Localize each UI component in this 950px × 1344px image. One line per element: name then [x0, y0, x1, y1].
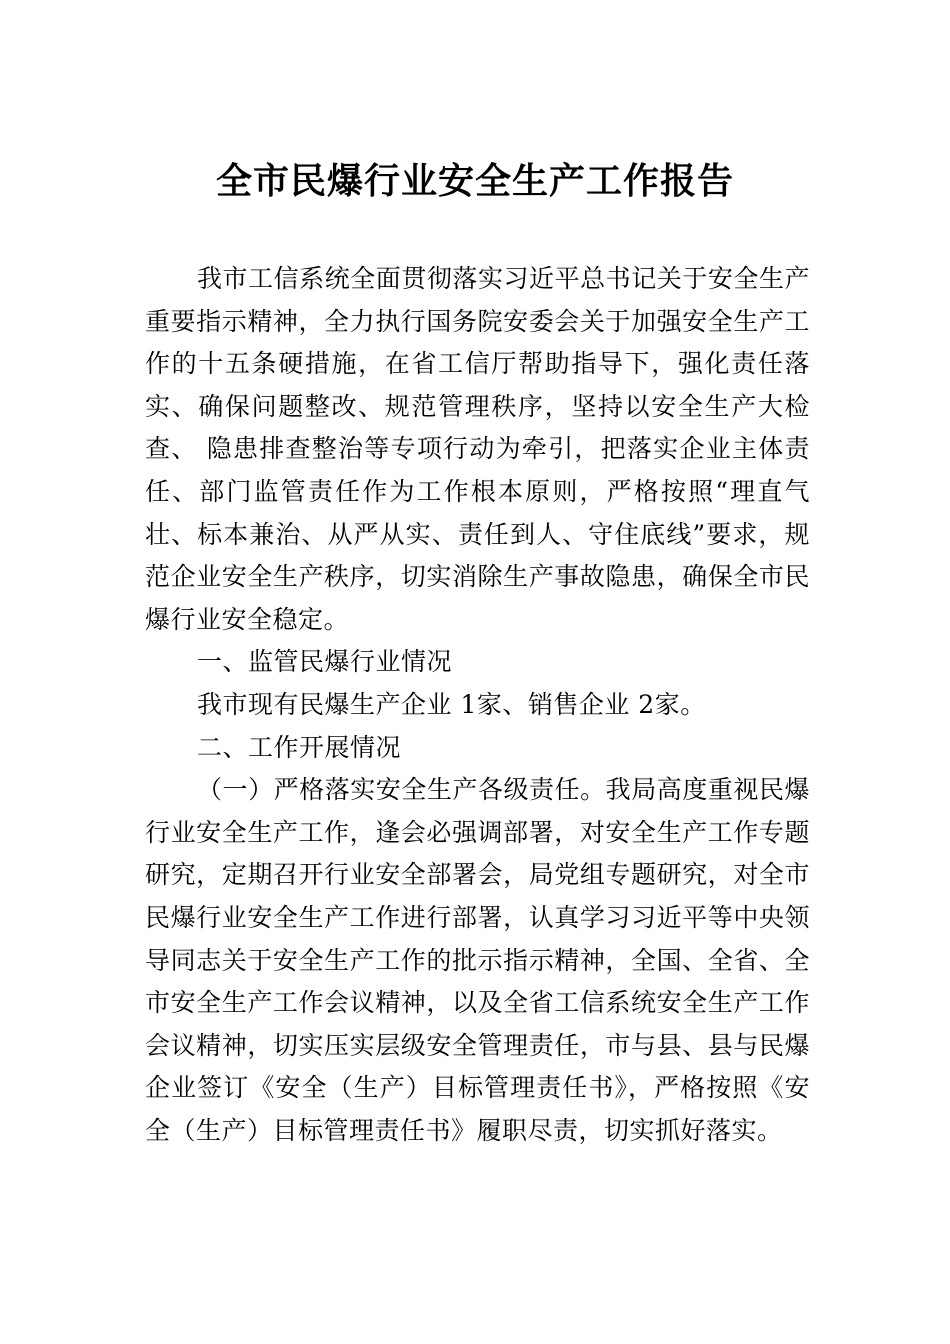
- document-title: 全市民爆行业安全生产工作报告: [215, 160, 734, 202]
- section-heading-2: 二、工作开展情况: [197, 732, 402, 762]
- document-body: [145, 258, 810, 1152]
- section-2-paragraph: （一）严格落实安全生产各级责任。我局高度重视民爆行业安全生产工作，逢会必强调部署，对安全生产工作专题研究，定期召开行业安全部署会，局党组专题研究，对全市民爆行业安全生产工作进行部署，认真学习习近平等中央领导同志关于安全生产工作的批示指示精神，全国、全省、全市安全生产工作会议精神，以及全省工信系统安全生产工作会议精神，切实压实层级安全管理责任，市与县、县与民爆企业签订《安全（生产）目标管理责任书》，严格按照《安全（生产）目标管理责任书》履职尽责，切实抓好落实。: [145, 775, 810, 1145]
- section-1-paragraph: 我市现有民爆生产企业 1家、销售企业 2家。: [197, 689, 706, 719]
- intro-paragraph: 我市工信系统全面贯彻落实习近平总书记关于安全生产重要指示精神，全力执行国务院安委会关于加强安全生产工作的十五条硬措施，在省工信厅帮助指导下，强化责任落实、确保问题整改、规范管理秩序，坚持以安全生产大检查、 隐患排查整治等专项行动为牵引，把落实企业主体责任、部门监管责任作为工作根本原则，严格按照“理直气壮、标本兼治、从严从实、责任到人、守住底线”要求，规范企业安全生产秩序，切实消除生产事故隐患，确保全市民爆行业安全稳定。: [145, 264, 810, 634]
- section-heading-1: 一、监管民爆行业情况: [197, 647, 453, 677]
